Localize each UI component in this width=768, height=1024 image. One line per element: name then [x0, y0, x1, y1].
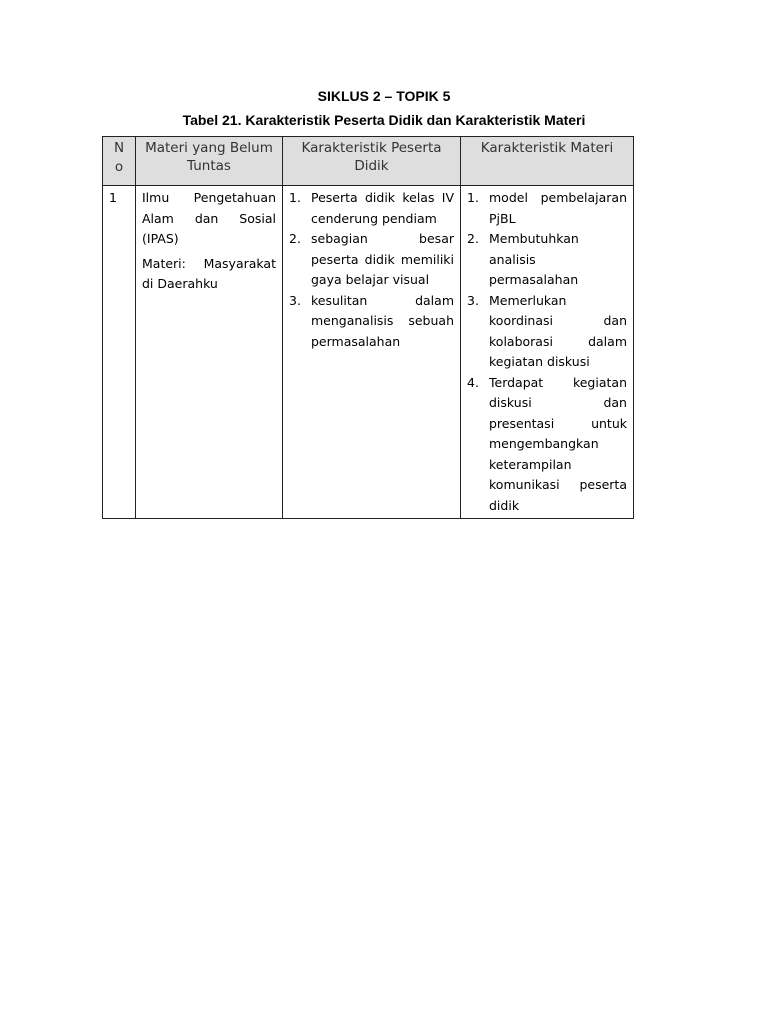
- materi-list: [467, 188, 627, 516]
- list-item: 1. model pembelajaran PjBL: [467, 190, 627, 226]
- cell-karakteristik-materi: [461, 186, 634, 519]
- header-karakteristik-materi: Karakteristik Materi: [461, 137, 634, 186]
- list-item: 2. sebagian besar peserta didik memiliki gaya belajar visual: [289, 231, 454, 287]
- table-caption: Tabel 21. Karakteristik Peserta Didik dan Karakteristik Materi: [182, 112, 586, 128]
- list-item: 4. Terdapat kegiatan diskusi dan presentasi untuk mengembangkan keterampilan komunikasi peserta didik: [467, 374, 627, 513]
- peserta-list: [289, 188, 454, 352]
- document-heading: SIKLUS 2 – TOPIK 5: [317, 88, 451, 104]
- materi-topic: Materi: Masyarakat di Daerahku: [142, 255, 276, 291]
- characteristics-table: [102, 136, 634, 519]
- list-item: 1. Peserta didik kelas IV cenderung pendiam: [289, 190, 454, 226]
- cell-karakteristik-peserta: [283, 186, 461, 519]
- materi-subject: Ilmu Pengetahuan Alam dan Sosial (IPAS): [142, 190, 276, 246]
- cell-materi: [136, 186, 283, 519]
- list-item: 3. kesulitan dalam menganalisis sebuah permasalahan: [289, 292, 454, 349]
- header-no: No: [103, 137, 136, 186]
- table-header-row: [103, 137, 634, 186]
- table-row: [103, 186, 634, 519]
- list-item: 2. Membutuhkan analisis permasalahan: [467, 231, 579, 287]
- header-materi: Materi yang Belum Tuntas: [136, 137, 283, 186]
- list-item: 3. Memerlukan koordinasi dan kolaborasi dalam kegiatan diskusi: [467, 292, 627, 369]
- header-karakteristik-peserta: Karakteristik Peserta Didik: [283, 137, 461, 186]
- cell-no: 1: [103, 186, 136, 519]
